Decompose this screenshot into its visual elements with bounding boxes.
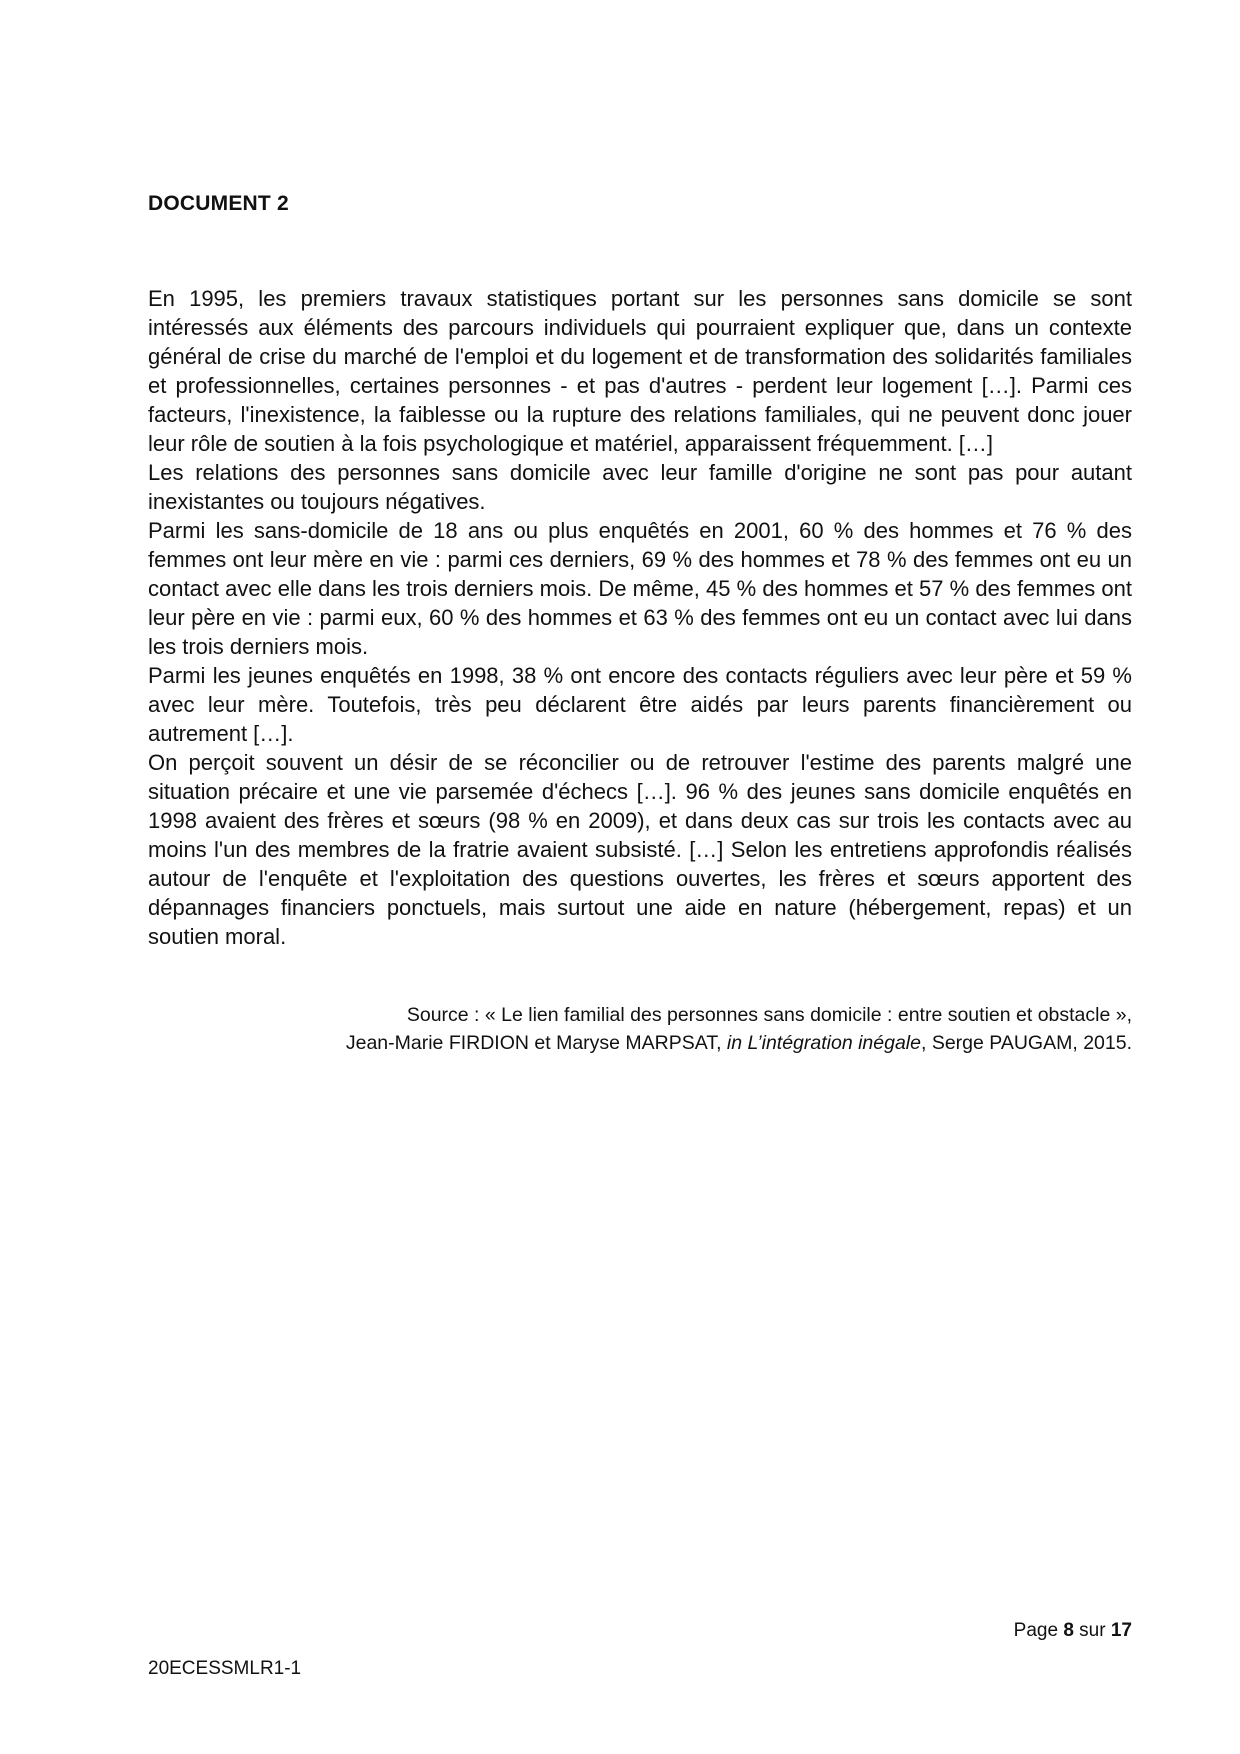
source-line-2 xyxy=(148,1029,1132,1057)
paragraph-3: Parmi les sans-domicile de 18 ans ou plus enquêtés en 2001, 60 % des hommes et 76 % des femmes ont leur mère en vie : parmi ces derniers, 69 % des hommes et 78 % des femmes ont eu un contact avec elle dans les trois derniers mois. De même, 45 % des hommes et 57 % des femmes ont leur père en vie : parmi eux, 60 % des hommes et 63 % des femmes ont eu un contact avec lui dans les trois derniers mois. xyxy=(148,518,1132,659)
paragraph-4: Parmi les jeunes enquêtés en 1998, 38 % ont encore des contacts réguliers avec leur père et 59 % avec leur mère. Toutefois, très peu déclarent être aidés par leurs parents financièrement ou autrement […]. xyxy=(148,663,1132,746)
document-body xyxy=(148,284,1132,951)
page-current: 8 xyxy=(1063,1620,1074,1641)
page-prefix: Page xyxy=(1013,1620,1064,1641)
source-publisher: , Serge PAUGAM, 2015. xyxy=(921,1032,1132,1054)
source-citation xyxy=(148,1001,1132,1057)
source-line-1: Source : « Le lien familial des personnes sans domicile : entre soutien et obstacle », xyxy=(406,1004,1132,1026)
page-number xyxy=(1014,1620,1132,1642)
paragraph-1: En 1995, les premiers travaux statistiques portant sur les personnes sans domicile se sont intéressés aux éléments des parcours individuels qui pourraient expliquer que, dans un contexte général de crise du marché de l'emploi et du logement et de transformation des solidarités familiales et professionnelles, certaines personnes - et pas d'autres - perdent leur logement […]. Parmi ces facteurs, l'inexistence, la faiblesse ou la rupture des relations familiales, qui ne peuvent donc jouer leur rôle de soutien à la fois psychologique et matériel, apparaissent fréquemment. […] xyxy=(148,286,1132,456)
paragraph-5: On perçoit souvent un désir de se réconcilier ou de retrouver l'estime des parents malgré une situation précaire et une vie parsemée d'échecs […]. 96 % des jeunes sans domicile enquêtés en 1998 avaient des frères et sœurs (98 % en 2009), et dans deux cas sur trois les contacts avec au moins l'un des membres de la fratrie avaient subsisté. […] Selon les entretiens approfondis réalisés autour de l'enquête et l'exploitation des questions ouvertes, les frères et sœurs apportent des dépannages financiers ponctuels, mais surtout une aide en nature (hébergement, repas) et un soutien moral. xyxy=(148,750,1132,949)
document-code: 20ECESSMLR1-1 xyxy=(148,1658,302,1679)
paragraph-2: Les relations des personnes sans domicile avec leur famille d'origine ne sont pas pour autant inexistantes ou toujours négatives. xyxy=(148,460,1132,514)
page-separator: sur xyxy=(1073,1620,1111,1641)
source-book-title: in L’intégration inégale xyxy=(726,1032,921,1054)
page-total: 17 xyxy=(1110,1620,1132,1641)
document-title: DOCUMENT 2 xyxy=(148,192,289,215)
source-authors: Jean-Marie FIRDION et Maryse MARPSAT, xyxy=(345,1032,727,1054)
